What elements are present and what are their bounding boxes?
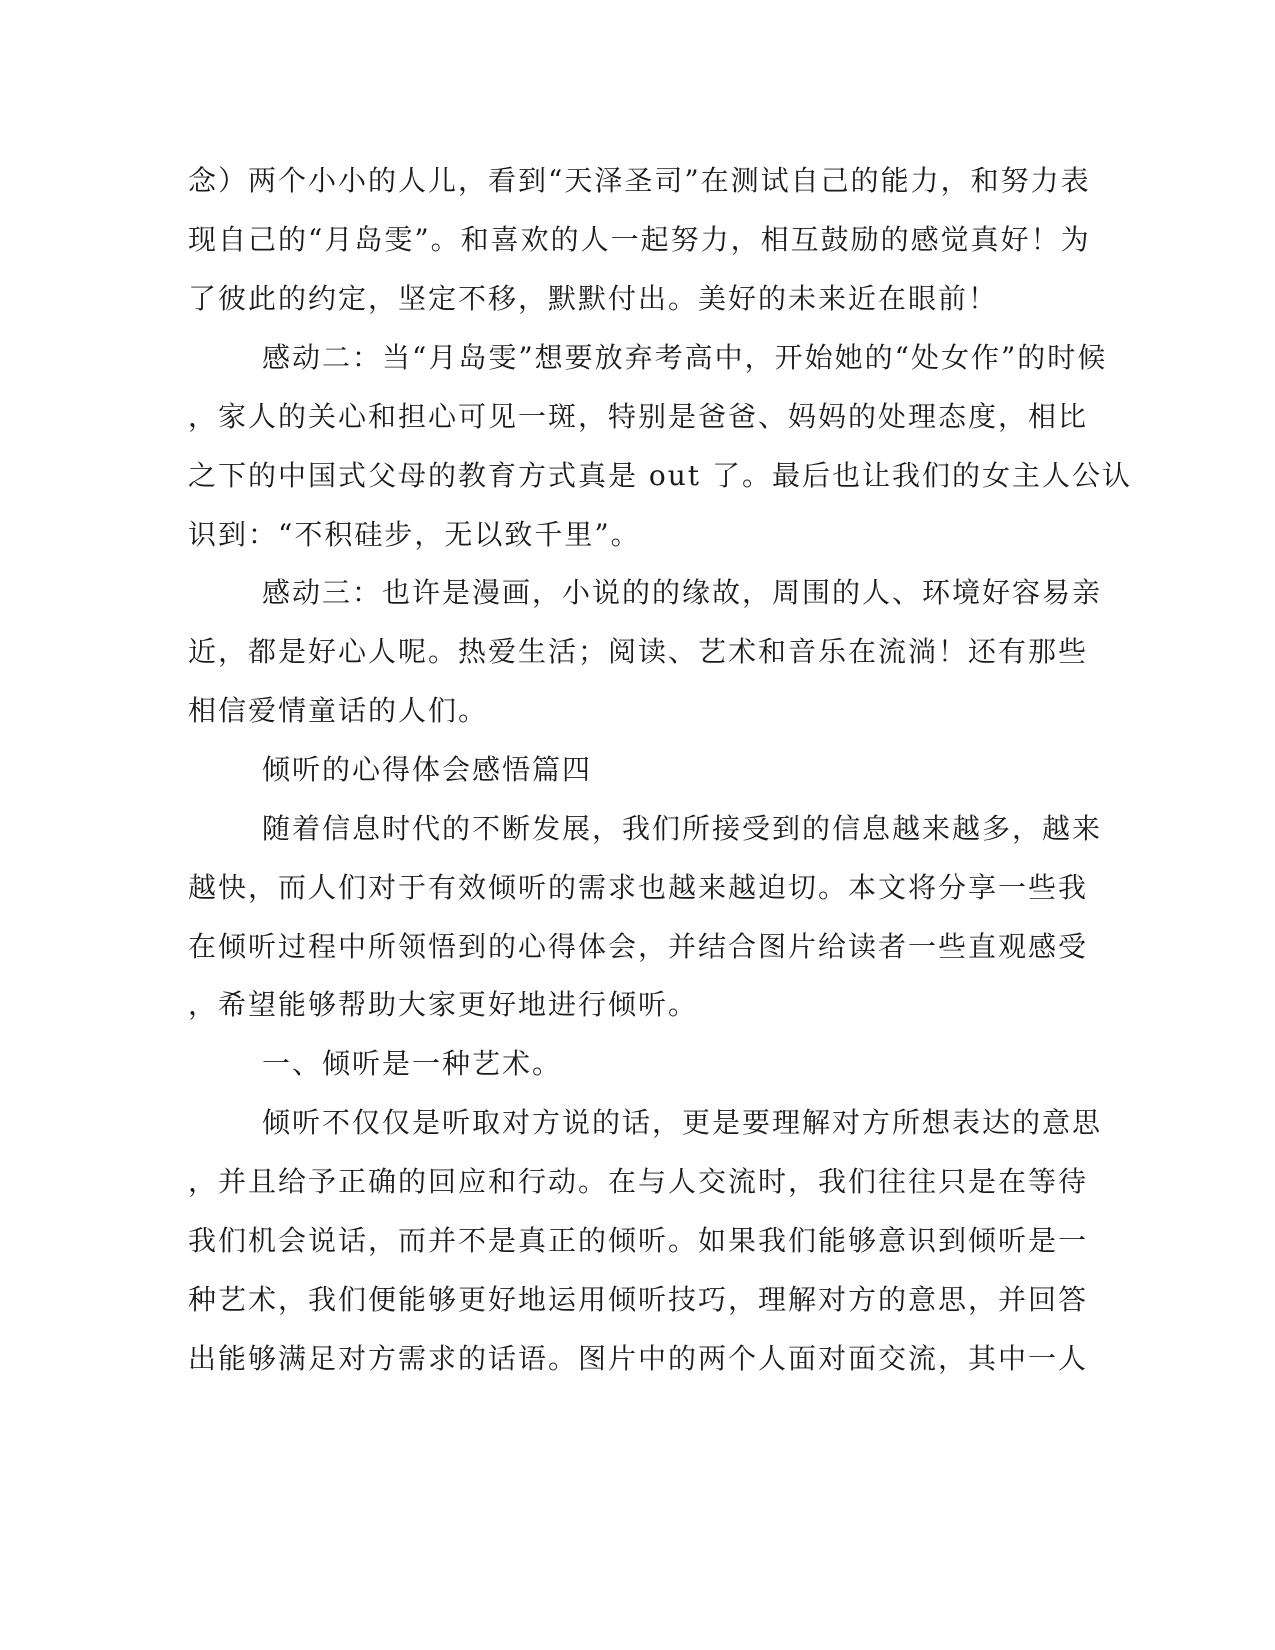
text-line: ，并且给予正确的回应和行动。在与人交流时，我们往往只是在等待 [188, 1165, 1089, 1198]
text-line: 在倾听过程中所领悟到的心得体会，并结合图片给读者一些直观感受 [188, 930, 1089, 963]
text-line: 识到：“不积硅步，无以致千里”。 [188, 518, 641, 551]
text-line: ，希望能够帮助大家更好地进行倾听。 [188, 988, 699, 1021]
subsection-heading: 一、倾听是一种艺术。 [262, 1047, 563, 1080]
text-line: 之下的中国式父母的教育方式真是 out 了。最后也让我们的女主人公认 [188, 459, 1132, 492]
paragraph-start-line: 感动二：当“月岛雯”想要放弃考高中，开始她的“处女作”的时候 [262, 341, 1108, 374]
text-line: 出能够满足对方需求的话语。图片中的两个人面对面交流，其中一人 [188, 1342, 1089, 1375]
section-heading: 倾听的心得体会感悟篇四 [262, 753, 593, 786]
text-line: 近，都是好心人呢。热爱生活；阅读、艺术和音乐在流淌！还有那些 [188, 635, 1089, 668]
text-line: 念）两个小小的人儿，看到“天泽圣司”在测试自己的能力，和努力表 [188, 164, 1091, 197]
text-line: 我们机会说话，而并不是真正的倾听。如果我们能够意识到倾听是一 [188, 1224, 1089, 1257]
text-line: 现自己的“月岛雯”。和喜欢的人一起努力，相互鼓励的感觉真好！为 [188, 223, 1091, 256]
text-line: 了彼此的约定，坚定不移，默默付出。美好的未来近在眼前！ [188, 282, 999, 315]
paragraph-start-line: 倾听不仅仅是听取对方说的话，更是要理解对方所想表达的意思 [262, 1106, 1103, 1139]
paragraph-start-line: 随着信息时代的不断发展，我们所接受到的信息越来越多，越来 [262, 812, 1103, 845]
text-line: 越快，而人们对于有效倾听的需求也越来越迫切。本文将分享一些我 [188, 871, 1089, 904]
text-line: ，家人的关心和担心可见一斑，特别是爸爸、妈妈的处理态度，相比 [188, 400, 1089, 433]
paragraph-start-line: 感动三：也许是漫画，小说的的缘故，周围的人、环境好容易亲 [262, 576, 1103, 609]
text-line: 相信爱情童话的人们。 [188, 694, 489, 727]
text-line: 种艺术，我们便能够更好地运用倾听技巧，理解对方的意思，并回答 [188, 1283, 1089, 1316]
